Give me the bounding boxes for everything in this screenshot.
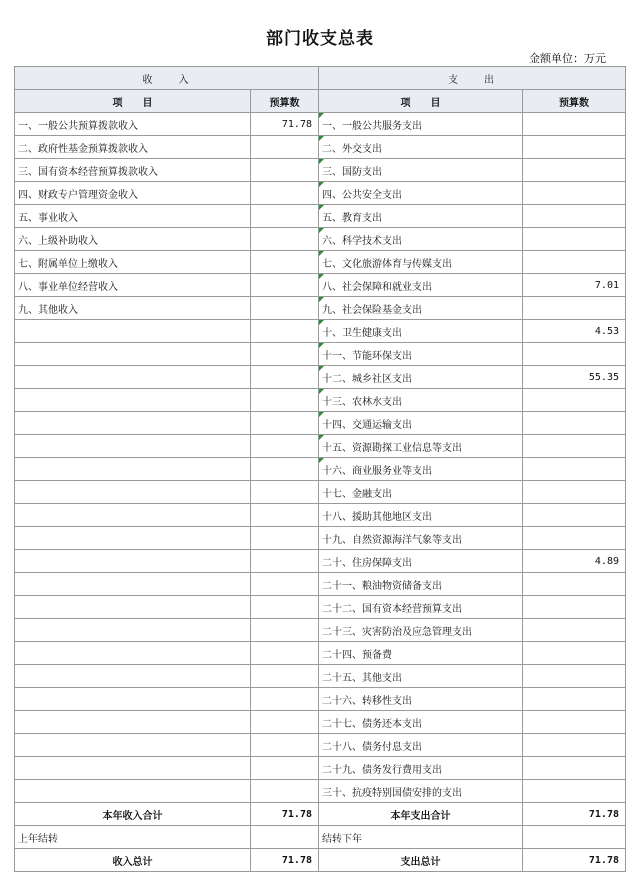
table-row: [15, 481, 626, 504]
table-row: [15, 389, 626, 412]
expense-item-label: 二十二、国有资本经营预算支出: [319, 596, 523, 619]
income-budget-value: [251, 757, 319, 780]
expense-item-label: 二十六、转移性支出: [319, 688, 523, 711]
expense-budget-value: 4.89: [523, 550, 626, 573]
expense-item-label: 二十、住房保障支出: [319, 550, 523, 573]
expense-item-label: 三十、抗疫特别国债安排的支出: [319, 780, 523, 803]
income-budget-value: [251, 573, 319, 596]
income-budget-value: [251, 251, 319, 274]
expense-item-label: 五、教育支出: [319, 205, 523, 228]
expense-budget-value: [523, 205, 626, 228]
table-row: [15, 596, 626, 619]
expense-budget-value: [523, 159, 626, 182]
expense-budget-value: [523, 665, 626, 688]
expense-budget-value: 7.01: [523, 274, 626, 297]
income-item-label: [15, 343, 251, 366]
expense-item-header: 项 目: [319, 90, 523, 113]
income-budget-value: [251, 274, 319, 297]
income-item-label: [15, 435, 251, 458]
income-item-label: [15, 366, 251, 389]
expense-budget-value: [523, 481, 626, 504]
expense-item-label: 十五、资源勘探工业信息等支出: [319, 435, 523, 458]
income-item-label: [15, 320, 251, 343]
table-row: [15, 228, 626, 251]
income-budget-value: [251, 504, 319, 527]
expense-budget-value: [523, 573, 626, 596]
income-budget-value: [251, 619, 319, 642]
income-budget-value: [251, 596, 319, 619]
expense-budget-value: 55.35: [523, 366, 626, 389]
table-row: [15, 366, 626, 389]
expense-budget-value: [523, 596, 626, 619]
year-income-total-value: 71.78: [251, 803, 319, 826]
expense-item-label: 二十一、粮油物资储备支出: [319, 573, 523, 596]
expense-item-label: 二十九、债务发行费用支出: [319, 757, 523, 780]
table-row: [15, 642, 626, 665]
income-item-label: [15, 642, 251, 665]
table-row: [15, 619, 626, 642]
expense-item-label: 十八、援助其他地区支出: [319, 504, 523, 527]
table-row: [15, 504, 626, 527]
income-item-label: [15, 757, 251, 780]
income-item-label: [15, 619, 251, 642]
income-item-label: [15, 780, 251, 803]
carry-out-label: 结转下年: [319, 826, 523, 849]
income-item-label: [15, 389, 251, 412]
expense-budget-value: [523, 182, 626, 205]
carry-in-label: 上年结转: [15, 826, 251, 849]
expense-budget-value: [523, 251, 626, 274]
carry-out-value: [523, 826, 626, 849]
expense-budget-value: [523, 504, 626, 527]
income-item-label: [15, 550, 251, 573]
budget-table: [14, 66, 626, 872]
expense-item-label: 一、一般公共服务支出: [319, 113, 523, 136]
income-budget-value: [251, 343, 319, 366]
income-budget-value: [251, 527, 319, 550]
income-item-header: 项 目: [15, 90, 251, 113]
income-budget-value: [251, 205, 319, 228]
expense-item-label: 八、社会保障和就业支出: [319, 274, 523, 297]
year-income-total-label: 本年收入合计: [15, 803, 251, 826]
expense-budget-value: [523, 228, 626, 251]
table-row: [15, 113, 626, 136]
expense-item-label: 十七、金融支出: [319, 481, 523, 504]
expense-budget-header: 预算数: [523, 90, 626, 113]
income-grand-total-label: 收入总计: [15, 849, 251, 872]
income-item-label: 五、事业收入: [15, 205, 251, 228]
expense-budget-value: [523, 136, 626, 159]
expense-item-label: 二、外交支出: [319, 136, 523, 159]
income-item-label: [15, 573, 251, 596]
expense-budget-value: [523, 780, 626, 803]
table-row: [15, 757, 626, 780]
expense-item-label: 九、社会保险基金支出: [319, 297, 523, 320]
expense-budget-value: [523, 435, 626, 458]
table-row: [15, 780, 626, 803]
income-item-label: [15, 711, 251, 734]
expense-item-label: 十九、自然资源海洋气象等支出: [319, 527, 523, 550]
income-budget-value: [251, 665, 319, 688]
income-item-label: 六、上级补助收入: [15, 228, 251, 251]
income-item-label: [15, 458, 251, 481]
income-budget-value: [251, 297, 319, 320]
expense-budget-value: [523, 458, 626, 481]
year-total-row: [15, 803, 626, 826]
expense-item-label: 十三、农林水支出: [319, 389, 523, 412]
table-row: [15, 527, 626, 550]
income-budget-value: [251, 389, 319, 412]
income-item-label: [15, 734, 251, 757]
expense-item-label: 二十八、债务付息支出: [319, 734, 523, 757]
income-budget-value: [251, 458, 319, 481]
income-budget-value: [251, 412, 319, 435]
table-row: [15, 159, 626, 182]
income-item-label: [15, 412, 251, 435]
expense-item-label: 十一、节能环保支出: [319, 343, 523, 366]
income-budget-value: [251, 642, 319, 665]
expense-item-label: 二十五、其他支出: [319, 665, 523, 688]
income-item-label: 八、事业单位经营收入: [15, 274, 251, 297]
table-row: [15, 343, 626, 366]
income-budget-value: [251, 320, 319, 343]
income-item-label: 七、附属单位上缴收入: [15, 251, 251, 274]
expense-budget-value: [523, 113, 626, 136]
income-budget-value: [251, 159, 319, 182]
table-row: [15, 136, 626, 159]
table-row: [15, 320, 626, 343]
income-budget-value: [251, 550, 319, 573]
income-budget-value: [251, 734, 319, 757]
table-row: [15, 711, 626, 734]
income-item-label: 二、政府性基金预算拨款收入: [15, 136, 251, 159]
income-budget-value: [251, 780, 319, 803]
year-expense-total-label: 本年支出合计: [319, 803, 523, 826]
expense-item-label: 二十七、债务还本支出: [319, 711, 523, 734]
expense-budget-value: [523, 757, 626, 780]
income-budget-value: [251, 435, 319, 458]
income-item-label: [15, 504, 251, 527]
year-expense-total-value: 71.78: [523, 803, 626, 826]
income-budget-value: [251, 182, 319, 205]
table-row: [15, 573, 626, 596]
income-budget-value: [251, 136, 319, 159]
expense-item-label: 十六、商业服务业等支出: [319, 458, 523, 481]
table-row: [15, 412, 626, 435]
expense-budget-value: 4.53: [523, 320, 626, 343]
expense-item-label: 二十三、灾害防治及应急管理支出: [319, 619, 523, 642]
amount-unit: 金额单位：万元: [529, 52, 606, 65]
expense-header: 支 出: [319, 67, 626, 90]
carry-row: [15, 826, 626, 849]
expense-item-label: 三、国防支出: [319, 159, 523, 182]
table-row: [15, 688, 626, 711]
expense-budget-value: [523, 711, 626, 734]
expense-budget-value: [523, 734, 626, 757]
expense-grand-total-label: 支出总计: [319, 849, 523, 872]
income-item-label: 三、国有资本经营预算拨款收入: [15, 159, 251, 182]
table-row: [15, 182, 626, 205]
table-row: [15, 550, 626, 573]
income-budget-value: 71.78: [251, 113, 319, 136]
grand-total-row: [15, 849, 626, 872]
expense-budget-value: [523, 619, 626, 642]
income-item-label: [15, 688, 251, 711]
header-row-columns: [15, 90, 626, 113]
income-item-label: [15, 665, 251, 688]
income-grand-total-value: 71.78: [251, 849, 319, 872]
expense-budget-value: [523, 688, 626, 711]
expense-item-label: 十四、交通运输支出: [319, 412, 523, 435]
expense-budget-value: [523, 527, 626, 550]
table-row: [15, 458, 626, 481]
income-item-label: [15, 596, 251, 619]
income-item-label: 九、其他收入: [15, 297, 251, 320]
expense-budget-value: [523, 642, 626, 665]
table-row: [15, 297, 626, 320]
table-row: [15, 274, 626, 297]
expense-item-label: 十二、城乡社区支出: [319, 366, 523, 389]
income-budget-value: [251, 366, 319, 389]
carry-in-value: [251, 826, 319, 849]
expense-item-label: 二十四、预备费: [319, 642, 523, 665]
expense-grand-total-value: 71.78: [523, 849, 626, 872]
income-budget-value: [251, 228, 319, 251]
expense-item-label: 六、科学技术支出: [319, 228, 523, 251]
income-header: 收 入: [15, 67, 319, 90]
income-budget-header: 预算数: [251, 90, 319, 113]
income-item-label: 一、一般公共预算拨款收入: [15, 113, 251, 136]
income-item-label: [15, 527, 251, 550]
page-title: 部门收支总表: [266, 29, 374, 49]
table-row: [15, 435, 626, 458]
expense-budget-value: [523, 412, 626, 435]
income-item-label: 四、财政专户管理资金收入: [15, 182, 251, 205]
expense-budget-value: [523, 297, 626, 320]
income-budget-value: [251, 711, 319, 734]
income-budget-value: [251, 688, 319, 711]
expense-item-label: 十、卫生健康支出: [319, 320, 523, 343]
table-row: [15, 734, 626, 757]
expense-budget-value: [523, 389, 626, 412]
table-row: [15, 251, 626, 274]
table-row: [15, 205, 626, 228]
expense-item-label: 七、文化旅游体育与传媒支出: [319, 251, 523, 274]
income-item-label: [15, 481, 251, 504]
table-row: [15, 665, 626, 688]
header-row-sections: [15, 67, 626, 90]
expense-item-label: 四、公共安全支出: [319, 182, 523, 205]
expense-budget-value: [523, 343, 626, 366]
income-budget-value: [251, 481, 319, 504]
